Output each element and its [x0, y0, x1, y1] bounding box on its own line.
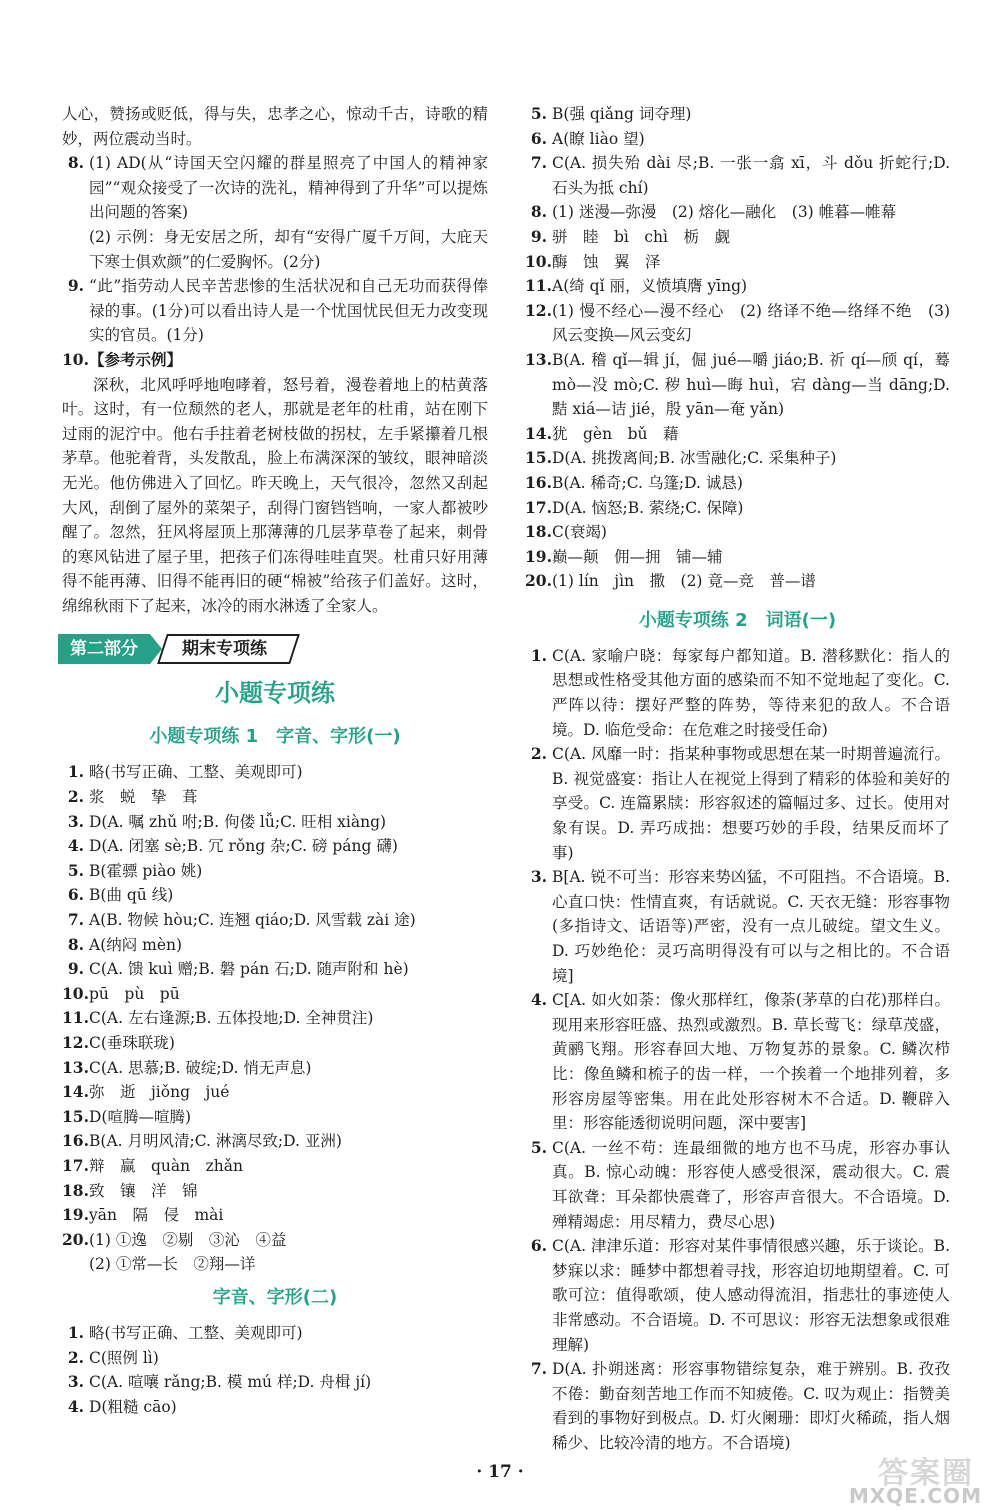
answer-item	[525, 545, 950, 570]
answer-item	[525, 1234, 950, 1357]
answer-number: 10.	[525, 251, 552, 271]
answer-text: D(粗糙 cāo)	[89, 1397, 177, 1416]
answer-text: (1) ①逸 ②剔 ③沁 ④益	[89, 1230, 287, 1249]
answer-number: 13.	[62, 1057, 89, 1077]
answer-item	[525, 496, 950, 521]
answer-text: C(A. 喧嚷 rǎng;B. 模 mú 样;D. 舟楫 jí)	[89, 1373, 372, 1392]
page-number: · 17 ·	[476, 1462, 524, 1482]
answer-text: A(绮 qǐ 丽，义愤填膺 yīng)	[552, 277, 748, 296]
answer-item	[62, 957, 488, 982]
answer-item	[62, 274, 488, 348]
answer-number: 9.	[67, 959, 84, 979]
answer-item	[525, 348, 950, 422]
answer-text: C(衰竭)	[552, 523, 607, 542]
continuation-text: 人心，赞扬或贬低，得与失，忠孝之心，惊动千古，诗歌的精妙，两位震动当时。	[62, 105, 488, 148]
answer-list-top	[62, 151, 488, 348]
answer-text: C(照例 lì)	[89, 1348, 159, 1367]
answer-item	[62, 760, 488, 785]
answer-item	[62, 1252, 488, 1277]
answer-number: 3.	[67, 1372, 84, 1392]
answer-number: 4.	[530, 990, 547, 1010]
answer-text: D(A. 挑拨离间;B. 冰雪融化;C. 采集种子)	[552, 449, 837, 468]
answer-item	[525, 569, 950, 594]
answer-text: B(霍骠 piào 姚)	[89, 861, 203, 880]
answer-text: B[A. 锐不可当：形容来势凶猛，不可阻挡。不合语境。B. 心直口快：性情直爽，有话就说。C. 天衣无缝：形容事物(多指诗文、话语等)严密，没有一点儿破绽。望文生义。D. 巧妙绝伦：灵巧高明得没有可以与之相比的。不合语境]	[552, 868, 950, 985]
answer-text: B(强 qiǎng 词夺理)	[552, 105, 692, 123]
answer-number: 10.	[62, 983, 89, 1003]
answer-number: 8.	[67, 153, 84, 173]
answer-text: C(A. 津津乐道：形容对某件事情很感兴趣，乐于谈论。B. 梦寐以求：睡梦中都想着寻找，形容迫切地期望着。C. 可歌可泣：值得歌颂，使人感动得流泪，指悲壮的事迹使人非常感动。不合语境。D. 不可思议：形容无法想象或很难理解)	[552, 1237, 950, 1354]
answer-text: 略(书写正确、工整、美观即可)	[89, 763, 303, 782]
answer-text: B(A. 月明风清;C. 淋漓尽致;D. 亚洲)	[89, 1132, 342, 1151]
answer-text: (2) ①常—长 ②翔—详	[89, 1255, 256, 1274]
answer-number: 14.	[525, 423, 552, 443]
answer-text: 巅—颠 佣—拥 铺—辅	[552, 547, 723, 566]
answer-item	[62, 225, 488, 274]
answer-text: 致 镶 洋 锦	[89, 1181, 198, 1200]
answer-item	[62, 1031, 488, 1056]
answer-number: 14.	[62, 1082, 89, 1102]
answer-text: D(A. 嘱 zhǔ 咐;B. 佝偻 lǚ;C. 旺相 xiàng)	[89, 812, 387, 831]
answer-text: B(A. 稀奇;C. 乌篷;D. 诚恳)	[552, 473, 743, 492]
answer-number: 12.	[62, 1033, 89, 1052]
answer-number: 6.	[530, 1236, 547, 1256]
page-heading: 小题专项练	[215, 679, 335, 708]
answer-item	[525, 471, 950, 496]
answer-item	[62, 1154, 488, 1179]
section-1-answers	[62, 760, 488, 1276]
answer-text: A(瞭 liào 望)	[552, 129, 645, 148]
answer-item	[62, 1346, 488, 1371]
answer-text: (1) 慢不经心—漫不经心 (2) 络译不绝—络绎不绝 (3) 风云变换—风云变幻	[552, 301, 950, 345]
answer-number: 6.	[530, 128, 547, 148]
answer-number: 20.	[525, 571, 552, 591]
answer-text: D(喧腾—喧腾)	[89, 1107, 192, 1126]
example-essay: 深秋，北风呼呼地咆哮着，怒号着，漫卷着地上的枯黄落叶。这时，有一位颓然的老人，那就是老年的杜甫，站在刚下过雨的泥泞中。他右手拄着老树枝做的拐杖，左手紧攥着几根茅草。他驼着背，头发散乱，脸上布满深深的皱纹，眼神暗淡无光。他仿佛进入了回忆。昨天晚上，天气很冷，忽然又刮起大风，刮倒了屋外的菜架子，刮得门窗铛铛响，一家人都被吵醒了。忽然，狂风将屋顶上那薄薄的几层茅草卷了起来，刺骨的寒风钻进了屋子里，把孩子们冻得哇哇直哭。杜甫只好用薄得不能再薄、旧得不能再旧的硬“棉被”给孩子们盖好。这时，绵绵秋雨下了起来，冰冷的雨水淋透了全家人。	[62, 375, 488, 615]
answer-number: 20.	[62, 1229, 89, 1249]
section-heading-2: 字音、字形(二)	[212, 1286, 338, 1308]
answer-text: 辩 赢 quàn zhǎn	[89, 1156, 244, 1175]
answer-number: 15.	[525, 448, 552, 468]
banner-title-box	[157, 634, 300, 664]
answer-number: 19.	[62, 1205, 89, 1225]
answer-item	[62, 1105, 488, 1130]
answer-number: 2.	[530, 744, 547, 764]
answer-number: 15.	[62, 1106, 89, 1126]
answer-number: 16.	[525, 472, 552, 492]
answer-item	[62, 1370, 488, 1395]
answer-text: C(A. 馈 kuì 赠;B. 磐 pán 石;D. 随声附和 hè)	[89, 960, 409, 979]
watermark-logo: 答案圈	[878, 1456, 974, 1491]
answer-text: (1) 迷漫—弥漫 (2) 熔化—融化 (3) 帷暮—帷幕	[552, 203, 897, 222]
answer-item	[62, 1321, 488, 1346]
answer-item	[525, 299, 950, 348]
answer-item	[525, 200, 950, 225]
answer-number: 2.	[67, 1347, 84, 1367]
answer-item	[525, 102, 950, 127]
answer-number: 12.	[525, 300, 552, 320]
answer-text: C(A. 左右逢源;B. 五体投地;D. 全神贯注)	[89, 1009, 374, 1028]
answer-text: (1) lín jìn 撒 (2) 竟—竞 普—谱	[552, 572, 816, 591]
answer-number: 4.	[67, 1396, 84, 1416]
answer-number: 17.	[62, 1155, 89, 1175]
answer-text: 犹 gèn bǔ 藉	[552, 424, 679, 443]
answer-text: D(A. 恼怒;B. 萦绕;C. 保障)	[552, 498, 744, 517]
answer-text: pū pù pū	[89, 984, 180, 1003]
answer-text: 弥 逝 jiǒng jué	[89, 1083, 230, 1102]
answer-item	[62, 1203, 488, 1228]
answer-number: 11.	[525, 276, 552, 296]
answer-text: “此”指劳动人民辛苦悲惨的生活状况和自己无功而获得俸禄的事。(1分)可以看出诗人是一个忧国忧民但无力改变现实的官员。(1分)	[89, 277, 488, 345]
answer-number: 18.	[525, 522, 552, 542]
left-column	[62, 102, 488, 1419]
answer-item	[525, 742, 950, 865]
answer-item	[62, 1129, 488, 1154]
answer-item	[62, 933, 488, 958]
part-label: 第二部分	[58, 634, 150, 664]
answer-text: C(A. 损失殆 dài 尽;B. 一张一翕 xī，斗 dǒu 折蛇行;D. 石头为抵 chí)	[552, 154, 950, 197]
answer-number: 9.	[530, 226, 547, 246]
banner-title: 期末专项练	[182, 639, 267, 660]
answer-text: B(曲 qū 线)	[89, 886, 174, 905]
answer-item	[525, 1357, 950, 1455]
answer-text: A(B. 物候 hòu;C. 连翘 qiáo;D. 风雪载 zài 途)	[89, 911, 416, 930]
answer-text: 浆 蜕 挚 葺	[89, 788, 198, 807]
answer-number: 13.	[525, 349, 552, 369]
answer-text: yān 隔 侵 mài	[89, 1206, 224, 1225]
answer-number: 4.	[67, 836, 84, 856]
answer-item	[525, 865, 950, 988]
answer-item	[525, 644, 950, 742]
answer-number: 3.	[67, 811, 84, 831]
answer-text: D(A. 扑朔迷离：形容事物错综复杂，难于辨别。B. 孜孜不倦：勤奋刻苦地工作而不知疲倦。C. 叹为观止：指赞美看到的事物好到极点。D. 灯火阑珊：即灯火稀疏，指人烟稀少、比较冷清的地方。不合语境)	[552, 1360, 950, 1452]
answer-item	[62, 1228, 488, 1253]
answer-item	[525, 1136, 950, 1234]
answer-number: 3.	[530, 867, 547, 887]
answer-number: 18.	[62, 1180, 89, 1200]
answer-item	[525, 225, 950, 250]
answer-number: 1.	[530, 645, 547, 665]
section-heading-1: 小题专项练 1 字音、字形(一)	[149, 726, 401, 748]
answer-number: 10.	[62, 349, 89, 369]
answer-text: C(A. 思慕;B. 破绽;D. 悄无声息)	[89, 1058, 312, 1077]
answer-item	[62, 1395, 488, 1420]
answer-text: A(纳闷 mèn)	[89, 935, 183, 954]
answer-text: (2) 示例：身无安居之所，却有“安得广厦千万间，大庇天下寒士俱欢颜”的仁爱胸怀。(2分)	[89, 227, 488, 271]
right-column	[525, 102, 950, 1455]
answer-item	[525, 127, 950, 152]
answer-number: 5.	[530, 104, 547, 123]
example-label: 【参考示例】	[89, 349, 183, 369]
answer-number: 5.	[67, 860, 84, 880]
answer-number: 7.	[67, 910, 84, 930]
watermark-text: MXQE.COM	[848, 1484, 982, 1508]
answer-list-right-a	[525, 102, 950, 594]
answer-number: 17.	[525, 497, 552, 517]
answer-number: 7.	[530, 1359, 547, 1379]
answer-item	[525, 446, 950, 471]
answer-number: 2.	[67, 787, 84, 807]
answer-text: C(A. 一丝不苟：连最细微的地方也不马虎，形容办事认真。B. 惊心动魄：形容使人感受很深，震动很大。C. 震耳欲聋：耳朵都快震聋了，形容声音很大。不合语境。D. 殚精竭虑：用尽精力，费尽心思)	[552, 1138, 950, 1231]
answer-item	[525, 988, 950, 1136]
answer-number: 8.	[67, 934, 84, 954]
answer-item-10	[62, 348, 488, 373]
answer-text: 骈 睦 bì chì 栃 觑	[552, 227, 731, 246]
answer-item	[525, 151, 950, 200]
watermark	[812, 1448, 982, 1508]
answer-text: C(A. 家喻户晓：每家每户都知道。B. 潜移默化：指人的思想或性格受其他方面的感染而不知不觉地起了变化。C. 严阵以待：摆好严整的阵势，等待来犯的敌人。不合语境。D. 临危受命：在危难之时接受任命)	[552, 646, 950, 739]
answer-item	[62, 883, 488, 908]
answer-item	[62, 982, 488, 1007]
answer-number: 7.	[530, 153, 547, 173]
answer-number: 6.	[67, 885, 84, 905]
answer-item	[62, 1056, 488, 1081]
answer-number: 1.	[67, 1322, 84, 1342]
answer-item	[62, 1006, 488, 1031]
answer-text: C[A. 如火如荼：像火那样红，像荼(茅草的白花)那样白。现用来形容旺盛、热烈或激烈。B. 草长莺飞：绿草茂盛，黄鹂飞翔。形容春回大地、万物复苏的景象。C. 鳞次栉比：像鱼鳞和梳子的齿一样，一个挨着一个地排列着，多形容房屋等密集。用在此处形容树木不合适。D. 鞭辟入里：形容能透彻说明问题，深中要害]	[552, 991, 950, 1133]
answer-text: C(A. 风靡一时：指某种事物或思想在某一时期普遍流行。B. 视觉盛宴：指让人在视觉上得到了精彩的体验和美好的享受。C. 连篇累牍：形容叙述的篇幅过多、过长。使用对象有误。D. 弄巧成拙：想要巧妙的手段，结果反而坏了事)	[552, 745, 950, 862]
answer-list-right-b	[525, 644, 950, 1456]
answer-item	[62, 1179, 488, 1204]
answer-item	[525, 520, 950, 545]
answer-item	[62, 859, 488, 884]
answer-text: 略(书写正确、工整、美观即可)	[89, 1323, 303, 1342]
section-2-answers	[62, 1321, 488, 1419]
answer-number: 5.	[530, 1137, 547, 1157]
answer-text: D(A. 闭塞 sè;B. 冗 rǒng 杂;C. 磅 páng 礴)	[89, 837, 398, 856]
part-banner	[58, 632, 488, 666]
answer-item	[525, 250, 950, 275]
answer-text: B(A. 稽 qǐ—辑 jí，倔 jué—嚼 jiáo;B. 祈 qí—颀 qí，蓦 mò—没 mò;C. 秽 huì—晦 huì，宕 dàng—当 dāng;D. 黠 xiá—诘 jié，殷 yān—奄 yǎn)	[552, 350, 950, 419]
answer-number: 9.	[67, 276, 84, 296]
answer-item	[62, 834, 488, 859]
answer-number: 19.	[525, 546, 552, 566]
answer-item	[62, 151, 488, 225]
section-heading-3: 小题专项练 2 词语(一)	[638, 609, 837, 631]
answer-number: 16.	[62, 1131, 89, 1151]
answer-item	[62, 1080, 488, 1105]
answer-text: 酶 蚀 翼 泽	[552, 252, 661, 271]
answer-item	[62, 810, 488, 835]
answer-item	[525, 274, 950, 299]
answer-item	[62, 785, 488, 810]
answer-number: 11.	[62, 1008, 89, 1028]
answer-number: 8.	[530, 202, 547, 222]
answer-number: 1.	[67, 762, 84, 782]
answer-text: (1) AD(从“诗国天空闪耀的群星照亮了中国人的精神家园”“观众接受了一次诗的洗礼，精神得到了升华”可以提炼出问题的答案)	[89, 154, 488, 222]
answer-text: C(垂珠联珑)	[89, 1034, 175, 1052]
answer-item	[62, 908, 488, 933]
answer-item	[525, 422, 950, 447]
